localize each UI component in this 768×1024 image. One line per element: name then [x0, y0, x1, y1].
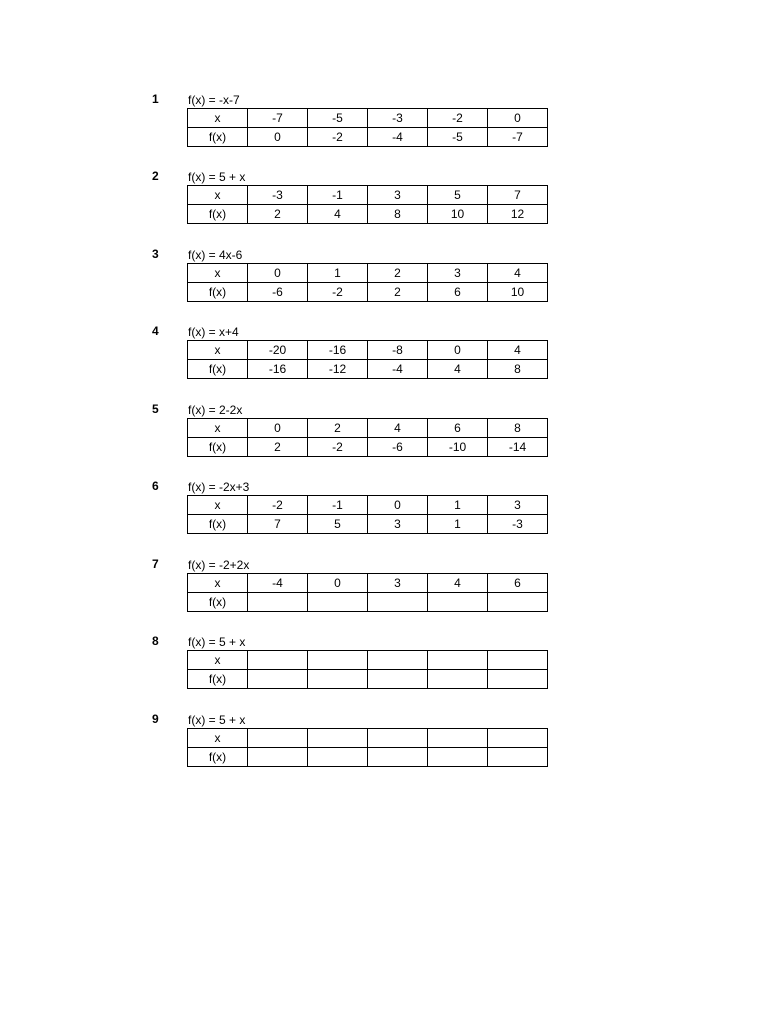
- value-table: [187, 108, 548, 147]
- problem-number: 7: [152, 557, 159, 571]
- fx-row: [188, 748, 548, 767]
- problem-3: [0, 247, 768, 325]
- x-cell: 4: [368, 419, 428, 438]
- x-cell: -3: [368, 109, 428, 128]
- x-row-label: x: [188, 264, 248, 283]
- fx-cell: -4: [368, 128, 428, 147]
- fx-cell: 1: [428, 515, 488, 534]
- problem-6: [0, 479, 768, 557]
- problem-function: f(x) = -2x+3: [188, 480, 250, 494]
- x-row-label: x: [188, 496, 248, 515]
- value-table: [187, 573, 548, 612]
- x-cell: 4: [488, 341, 548, 360]
- x-cell: 3: [428, 264, 488, 283]
- x-cell: 2: [308, 419, 368, 438]
- x-cell: -8: [368, 341, 428, 360]
- x-cell: 0: [308, 574, 368, 593]
- x-cell: -3: [248, 186, 308, 205]
- x-row: [188, 341, 548, 360]
- fx-cell: -14: [488, 438, 548, 457]
- fx-cell: [308, 593, 368, 612]
- value-table: [187, 650, 548, 689]
- problem-2: [0, 169, 768, 247]
- problem-4: [0, 324, 768, 402]
- problem-function: f(x) = 4x-6: [188, 248, 243, 262]
- fx-cell: [308, 748, 368, 767]
- fx-cell: -4: [368, 360, 428, 379]
- fx-row-label: f(x): [188, 515, 248, 534]
- fx-cell: -2: [308, 438, 368, 457]
- x-cell: 5: [428, 186, 488, 205]
- x-row: [188, 729, 548, 748]
- fx-cell: [368, 670, 428, 689]
- fx-row: [188, 283, 548, 302]
- fx-row-label: f(x): [188, 438, 248, 457]
- problem-5: [0, 402, 768, 480]
- fx-row-label: f(x): [188, 670, 248, 689]
- fx-cell: [488, 593, 548, 612]
- fx-cell: 5: [308, 515, 368, 534]
- fx-cell: -16: [248, 360, 308, 379]
- fx-row: [188, 670, 548, 689]
- x-cell: -7: [248, 109, 308, 128]
- problem-function: f(x) = 5 + x: [188, 170, 246, 184]
- x-cell: -5: [308, 109, 368, 128]
- problem-number: 4: [152, 324, 159, 338]
- fx-cell: [368, 748, 428, 767]
- x-cell: 0: [248, 264, 308, 283]
- problem-9: [0, 712, 768, 790]
- fx-row-label: f(x): [188, 748, 248, 767]
- fx-cell: 0: [248, 128, 308, 147]
- fx-cell: [428, 593, 488, 612]
- x-cell: [308, 729, 368, 748]
- x-row: [188, 496, 548, 515]
- x-row: [188, 264, 548, 283]
- x-cell: 4: [428, 574, 488, 593]
- fx-cell: 4: [428, 360, 488, 379]
- fx-cell: 6: [428, 283, 488, 302]
- x-row-label: x: [188, 729, 248, 748]
- problem-number: 2: [152, 169, 159, 183]
- fx-cell: 2: [368, 283, 428, 302]
- x-row: [188, 574, 548, 593]
- x-cell: 0: [248, 419, 308, 438]
- problem-function: f(x) = 2-2x: [188, 403, 243, 417]
- fx-cell: -3: [488, 515, 548, 534]
- x-row-label: x: [188, 574, 248, 593]
- fx-cell: [488, 748, 548, 767]
- x-cell: [308, 651, 368, 670]
- fx-cell: 10: [428, 205, 488, 224]
- fx-cell: [428, 670, 488, 689]
- x-cell: [428, 729, 488, 748]
- problem-number: 6: [152, 479, 159, 493]
- fx-cell: 8: [488, 360, 548, 379]
- fx-cell: 2: [248, 205, 308, 224]
- fx-cell: -6: [368, 438, 428, 457]
- fx-row: [188, 438, 548, 457]
- x-cell: -4: [248, 574, 308, 593]
- x-cell: -2: [428, 109, 488, 128]
- problem-function: f(x) = x+4: [188, 325, 239, 339]
- x-cell: [488, 729, 548, 748]
- fx-cell: 4: [308, 205, 368, 224]
- fx-cell: -5: [428, 128, 488, 147]
- problem-function: f(x) = 5 + x: [188, 713, 246, 727]
- fx-cell: [488, 670, 548, 689]
- value-table: [187, 495, 548, 534]
- problem-1: [0, 92, 768, 170]
- fx-row-label: f(x): [188, 128, 248, 147]
- x-cell: 0: [428, 341, 488, 360]
- value-table: [187, 340, 548, 379]
- value-table: [187, 418, 548, 457]
- x-cell: 7: [488, 186, 548, 205]
- fx-row-label: f(x): [188, 205, 248, 224]
- fx-cell: [368, 593, 428, 612]
- fx-cell: [248, 593, 308, 612]
- x-cell: [368, 651, 428, 670]
- fx-cell: 7: [248, 515, 308, 534]
- x-row: [188, 419, 548, 438]
- fx-cell: -10: [428, 438, 488, 457]
- x-row-label: x: [188, 186, 248, 205]
- x-cell: 4: [488, 264, 548, 283]
- fx-cell: -7: [488, 128, 548, 147]
- x-row-label: x: [188, 419, 248, 438]
- x-row: [188, 186, 548, 205]
- problem-function: f(x) = 5 + x: [188, 635, 246, 649]
- x-row: [188, 651, 548, 670]
- x-cell: 6: [428, 419, 488, 438]
- x-cell: 3: [488, 496, 548, 515]
- value-table: [187, 728, 548, 767]
- x-cell: [248, 729, 308, 748]
- x-cell: -1: [308, 186, 368, 205]
- x-cell: 1: [428, 496, 488, 515]
- x-cell: 3: [368, 186, 428, 205]
- x-row-label: x: [188, 341, 248, 360]
- problem-number: 1: [152, 92, 159, 106]
- x-cell: -2: [248, 496, 308, 515]
- problem-number: 8: [152, 634, 159, 648]
- x-cell: 1: [308, 264, 368, 283]
- fx-cell: -12: [308, 360, 368, 379]
- fx-cell: 12: [488, 205, 548, 224]
- x-cell: -16: [308, 341, 368, 360]
- x-cell: 8: [488, 419, 548, 438]
- fx-row: [188, 515, 548, 534]
- fx-row: [188, 593, 548, 612]
- fx-row: [188, 128, 548, 147]
- problem-7: [0, 557, 768, 635]
- fx-row: [188, 360, 548, 379]
- value-table: [187, 185, 548, 224]
- x-cell: [488, 651, 548, 670]
- fx-row: [188, 205, 548, 224]
- x-cell: -20: [248, 341, 308, 360]
- x-cell: [368, 729, 428, 748]
- fx-cell: [308, 670, 368, 689]
- x-cell: 0: [368, 496, 428, 515]
- fx-cell: 8: [368, 205, 428, 224]
- x-row: [188, 109, 548, 128]
- fx-cell: 3: [368, 515, 428, 534]
- x-cell: [248, 651, 308, 670]
- fx-cell: -2: [308, 283, 368, 302]
- fx-row-label: f(x): [188, 360, 248, 379]
- fx-cell: [428, 748, 488, 767]
- problem-number: 9: [152, 712, 159, 726]
- x-cell: -1: [308, 496, 368, 515]
- problem-number: 5: [152, 402, 159, 416]
- fx-cell: 2: [248, 438, 308, 457]
- fx-cell: [248, 670, 308, 689]
- problem-8: [0, 634, 768, 712]
- x-row-label: x: [188, 109, 248, 128]
- fx-row-label: f(x): [188, 593, 248, 612]
- fx-cell: -6: [248, 283, 308, 302]
- fx-row-label: f(x): [188, 283, 248, 302]
- x-cell: 0: [488, 109, 548, 128]
- x-cell: 2: [368, 264, 428, 283]
- x-cell: 3: [368, 574, 428, 593]
- x-cell: [428, 651, 488, 670]
- value-table: [187, 263, 548, 302]
- fx-cell: [248, 748, 308, 767]
- x-cell: 6: [488, 574, 548, 593]
- x-row-label: x: [188, 651, 248, 670]
- fx-cell: 10: [488, 283, 548, 302]
- problem-function: f(x) = -x-7: [188, 93, 240, 107]
- problem-number: 3: [152, 247, 159, 261]
- problem-function: f(x) = -2+2x: [188, 558, 250, 572]
- fx-cell: -2: [308, 128, 368, 147]
